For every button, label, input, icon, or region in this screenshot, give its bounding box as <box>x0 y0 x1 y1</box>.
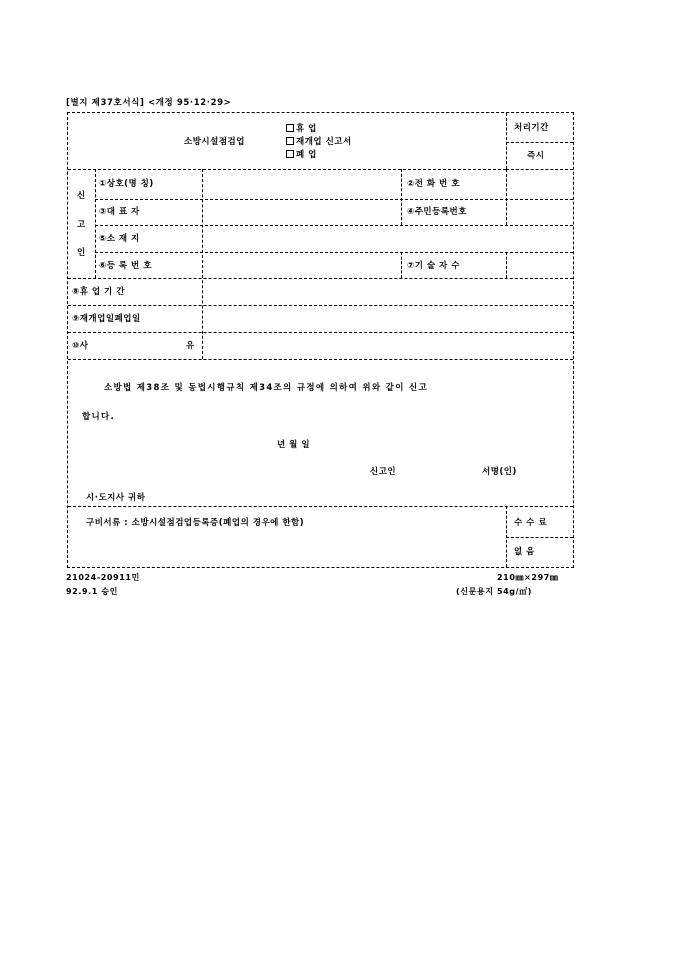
option-reopen-label: 재개업 신고서 <box>296 137 352 147</box>
rule-statement-bottom <box>68 506 573 507</box>
processing-period-value: 즉시 <box>527 151 545 161</box>
option-close-business[interactable] <box>286 150 317 160</box>
representative-label: ③대 표 자 <box>99 207 140 217</box>
statement-line-2: 합니다. <box>82 412 116 422</box>
statement-applicant: 신고인 <box>370 467 397 477</box>
phone-field[interactable] <box>508 171 572 198</box>
option-reopen[interactable] <box>286 137 352 147</box>
rule-right-label-left-a <box>401 169 402 225</box>
closure-period-label: ⑧휴 업 기 간 <box>72 287 125 297</box>
option-close-business-label: 폐 업 <box>296 150 317 160</box>
reason-label-right: 유 <box>186 341 195 351</box>
resident-number-field[interactable] <box>508 201 572 224</box>
form-title-prefix: 소방시설점검업 <box>184 137 245 147</box>
side-label-char-3: 인 <box>77 248 86 258</box>
rule-row6 <box>68 332 573 333</box>
processing-period-label: 처리기간 <box>514 123 549 133</box>
registration-number-label: ⑥등 록 번 호 <box>99 261 152 271</box>
reopen-date-label: ⑨재개업일폐업일 <box>72 314 141 324</box>
rule-row3 <box>95 252 573 253</box>
side-label-char-1: 신 <box>77 191 86 201</box>
statement-date: 년 월 일 <box>277 440 311 450</box>
checkbox-reopen[interactable] <box>286 137 294 145</box>
rule-row1 <box>95 199 573 200</box>
option-closure-label: 휴 업 <box>296 124 317 134</box>
rule-row5 <box>68 305 573 306</box>
rule-right-value-left-a <box>506 169 507 225</box>
rule-side-label <box>95 169 96 278</box>
report-form <box>67 112 574 568</box>
checkbox-close-business[interactable] <box>286 150 294 158</box>
representative-field[interactable] <box>204 201 399 224</box>
rule-label-column <box>202 169 203 359</box>
reason-field[interactable] <box>204 334 572 358</box>
rule-fee-left <box>506 506 507 567</box>
address-field[interactable] <box>204 227 572 251</box>
technician-count-field[interactable] <box>508 254 572 277</box>
statement-signature: 서명(인) <box>482 467 517 477</box>
rule-processing-mid <box>506 142 573 143</box>
phone-label: ②전 화 번 호 <box>407 179 460 189</box>
rule-fee-mid <box>506 537 573 538</box>
paper-size: 210㎜×297㎜ <box>497 573 559 582</box>
rule-right-value-left-b <box>506 252 507 278</box>
rule-row2 <box>95 225 573 226</box>
form-code: 21024-20911민 <box>66 573 140 582</box>
rule-processing-left <box>506 113 507 169</box>
address-label: ⑤소 재 지 <box>99 234 140 244</box>
rule-row7 <box>68 359 573 360</box>
paper-type: (신문용지 54g/㎡) <box>456 587 532 596</box>
option-closure[interactable] <box>286 124 317 134</box>
resident-number-label: ④주민등록번호 <box>407 207 467 217</box>
approval-date: 92.9.1 승인 <box>66 587 118 596</box>
side-label-char-2: 고 <box>77 220 86 230</box>
required-documents: 구비서류 : 소방시설점검업등록증(폐업의 경우에 한함) <box>86 518 305 528</box>
checkbox-closure[interactable] <box>286 124 294 132</box>
registration-number-field[interactable] <box>204 254 399 277</box>
rule-right-label-left-b <box>401 252 402 278</box>
fee-label: 수 수 료 <box>514 518 548 528</box>
fee-value: 없 음 <box>514 547 535 557</box>
rule-row4 <box>68 278 573 279</box>
reopen-date-field[interactable] <box>204 307 572 331</box>
statement-addressee: 시·도지사 귀하 <box>86 493 146 503</box>
technician-count-label: ⑦기 술 자 수 <box>407 261 460 271</box>
form-header: [별지 제37호서식] <개정 95·12·29> <box>66 98 232 108</box>
closure-period-field[interactable] <box>204 280 572 304</box>
business-name-field[interactable] <box>204 171 399 198</box>
reason-label-left: ⑩사 <box>72 341 89 351</box>
rule-title-bottom <box>68 169 506 170</box>
business-name-label: ①상호(명 칭) <box>99 179 154 189</box>
rule-processing-bottom <box>506 169 573 170</box>
statement-line-1: 소방법 제38조 및 동법시행규칙 제34조의 규정에 의하여 위와 같이 신고 <box>104 383 428 393</box>
